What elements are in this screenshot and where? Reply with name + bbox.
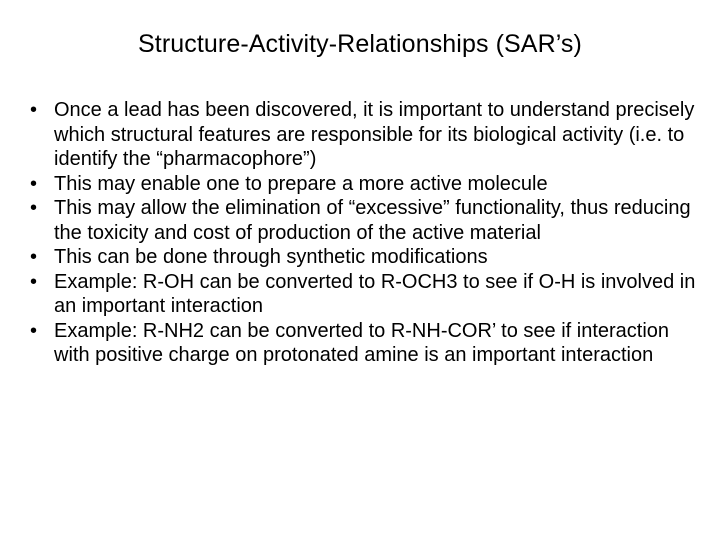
bullet-item bbox=[30, 270, 700, 319]
bullet-dot-icon: • bbox=[30, 319, 38, 342]
bullet-dot-icon: • bbox=[30, 197, 38, 219]
bullet-item bbox=[30, 245, 700, 270]
bullet-dot-icon: • bbox=[30, 270, 38, 293]
bullet-text: Example: R-NH2 can be converted to R-NH-COR’ to see if interaction with positive charge on protonated amine is an important interaction bbox=[54, 319, 670, 366]
bullet-item bbox=[30, 319, 700, 368]
bullet-list bbox=[30, 98, 700, 368]
bullet-item bbox=[30, 172, 700, 197]
bullet-text: Once a lead has been discovered, it is important to understand precisely which structural features are responsible for its biological activity (i.e. to identify the “pharmacophore”) bbox=[54, 99, 695, 170]
bullet-text: Example: R-OH can be converted to R-OCH3 to see if O-H is involved in an important interaction bbox=[54, 270, 696, 317]
bullet-dot-icon: • bbox=[30, 246, 38, 268]
slide-title: Structure-Activity-Relationships (SAR’s) bbox=[138, 30, 582, 58]
bullet-item bbox=[30, 98, 700, 172]
bullet-dot-icon: • bbox=[30, 172, 38, 195]
bullet-text: This can be done through synthetic modifications bbox=[54, 246, 488, 268]
bullet-text: This may allow the elimination of “excessive” functionality, thus reducing the toxicity and cost of production of the active material bbox=[54, 197, 691, 244]
bullet-dot-icon: • bbox=[30, 99, 38, 121]
bullet-item bbox=[30, 196, 700, 245]
bullet-text: This may enable one to prepare a more active molecule bbox=[54, 172, 548, 195]
